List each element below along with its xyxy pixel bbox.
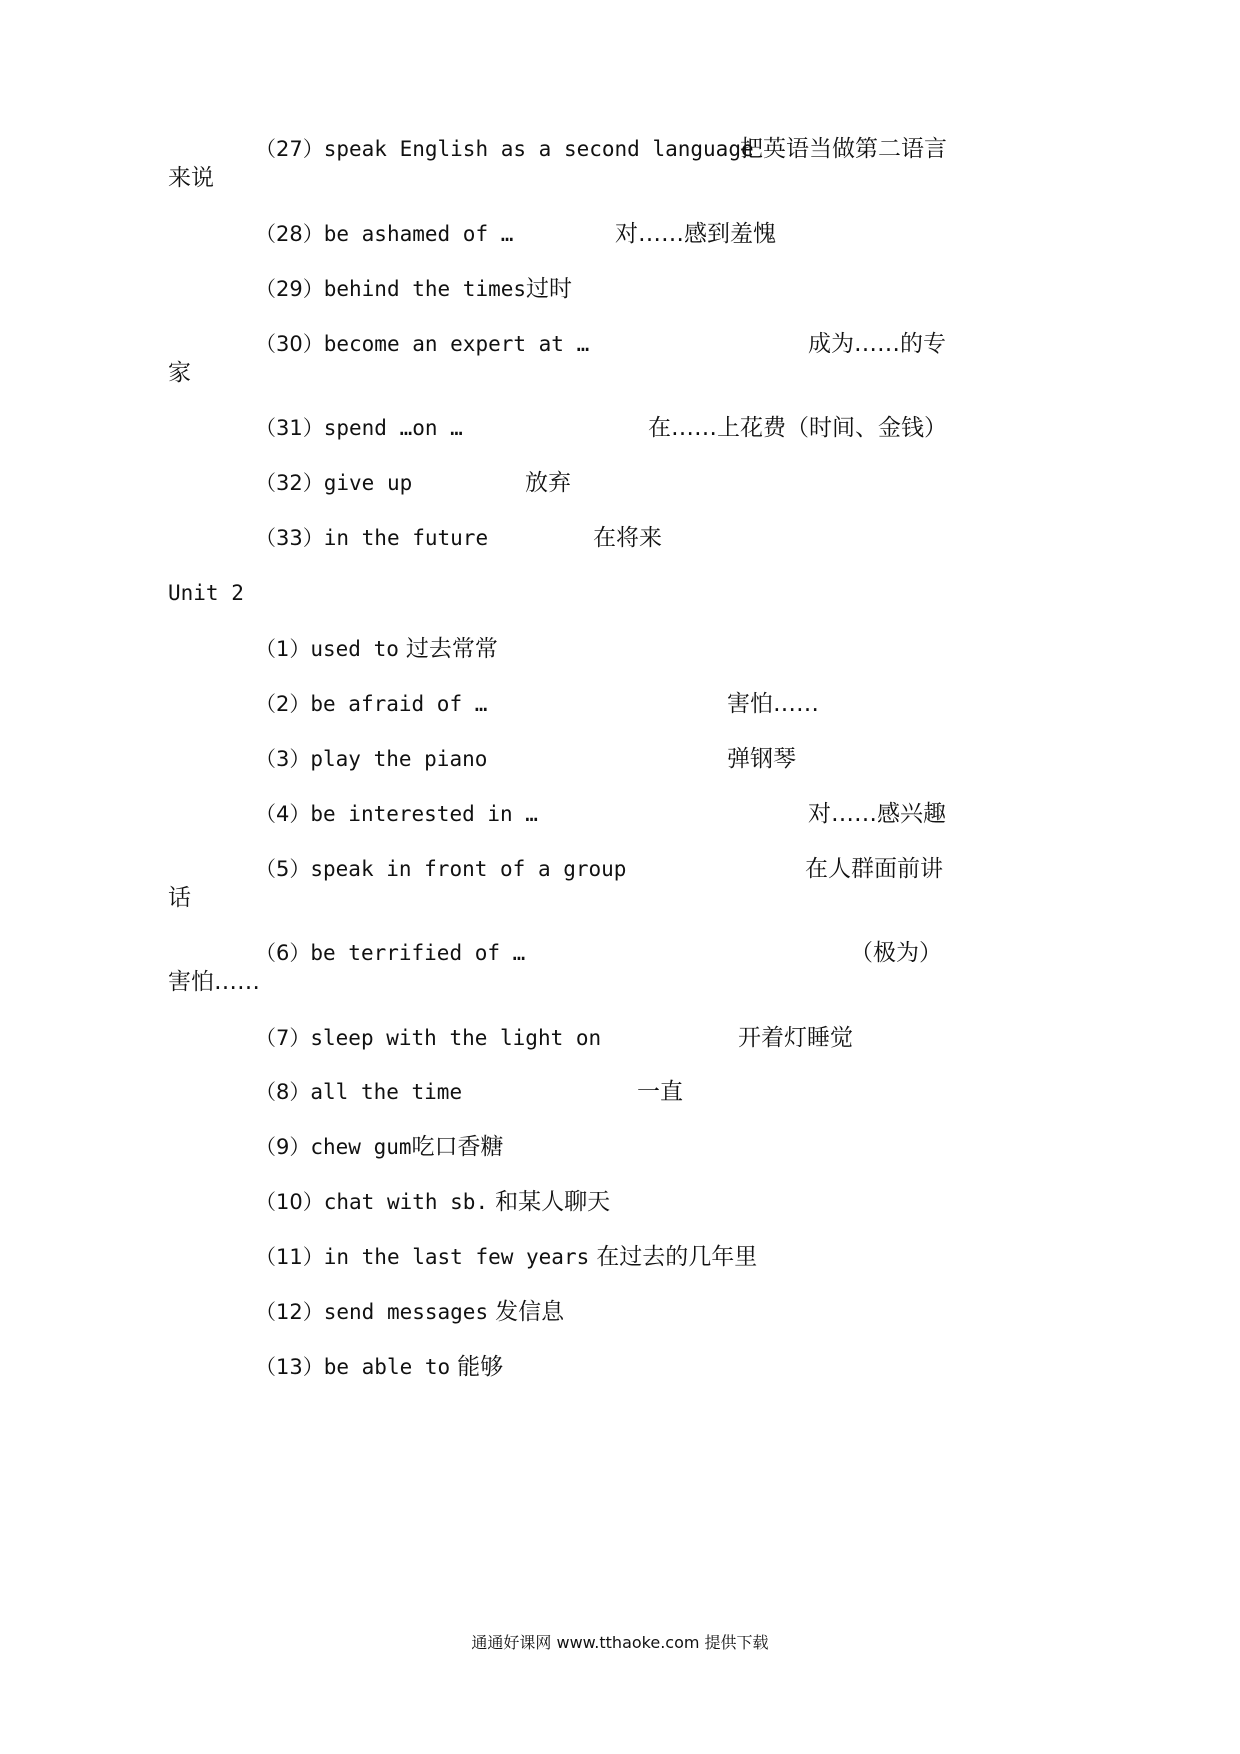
item-number: （13）: [255, 1355, 324, 1379]
item-number: （4）: [255, 802, 311, 826]
list-item: [255, 134, 754, 165]
item-number: （12）: [255, 1300, 324, 1324]
chinese-meaning: 对……感兴趣: [808, 801, 946, 827]
chinese-meaning: 害怕……: [727, 691, 819, 717]
chinese-meaning: 一直: [637, 1079, 683, 1105]
chinese-meaning: 把英语当做第二语言: [740, 136, 947, 162]
item-number: （30）: [255, 332, 324, 356]
list-item: [255, 329, 589, 360]
list-item: [255, 744, 487, 775]
list-item: [255, 274, 572, 305]
english-phrase: speak English as a second language: [323, 137, 754, 161]
chinese-meaning: 过时: [526, 276, 573, 302]
english-phrase: be able to: [323, 1355, 451, 1379]
chinese-meaning: 成为……的专: [808, 331, 946, 357]
chinese-meaning: 弹钢琴: [727, 746, 796, 772]
item-number: （3）: [255, 747, 311, 771]
list-item: [255, 1297, 564, 1328]
item-number: （9）: [255, 1135, 311, 1159]
english-phrase: sleep with the light on: [310, 1026, 602, 1050]
english-phrase: used to: [310, 637, 399, 661]
chinese-meaning: 发信息: [495, 1299, 565, 1325]
item-number: （10）: [255, 1190, 324, 1214]
list-item: [255, 219, 513, 250]
list-item: [255, 1242, 757, 1273]
chinese-meaning: （极为）: [850, 940, 942, 966]
list-item: [255, 799, 538, 830]
english-phrase: behind the times: [323, 277, 527, 301]
english-phrase: be terrified of …: [310, 941, 526, 965]
list-item: [255, 854, 626, 885]
english-phrase: give up: [323, 471, 413, 495]
english-phrase: in the last few years: [323, 1245, 590, 1269]
list-item: [255, 1187, 610, 1218]
english-phrase: all the time: [310, 1080, 463, 1104]
item-number: （32）: [255, 471, 324, 495]
english-phrase: send messages: [323, 1300, 489, 1324]
english-phrase: be ashamed of …: [323, 222, 514, 246]
chinese-meaning: 在……上花费（时间、金钱）: [648, 415, 947, 441]
english-phrase: spend …on …: [323, 416, 463, 440]
list-item: [255, 1132, 504, 1163]
item-number: （1）: [255, 637, 311, 661]
list-item: [255, 468, 412, 499]
chinese-meaning-wrap: 来说: [168, 165, 214, 191]
page-footer: 通通好课网 www.tthaoke.com 提供下载: [471, 1633, 769, 1652]
chinese-meaning: 吃口香糖: [411, 1134, 504, 1160]
english-phrase: become an expert at …: [323, 332, 590, 356]
chinese-meaning: 能够: [457, 1354, 504, 1380]
chinese-meaning-wrap: 害怕……: [168, 969, 260, 995]
list-item: [255, 689, 487, 720]
item-number: （2）: [255, 692, 311, 716]
item-number: （5）: [255, 857, 311, 881]
english-phrase: play the piano: [310, 747, 488, 771]
chinese-meaning: 放弃: [525, 470, 571, 496]
english-phrase: chew gum: [310, 1135, 412, 1159]
list-item: [255, 413, 463, 444]
item-number: （11）: [255, 1245, 324, 1269]
chinese-meaning: 在过去的几年里: [596, 1244, 758, 1270]
item-number: （31）: [255, 416, 324, 440]
chinese-meaning: 在将来: [593, 525, 662, 551]
item-number: （8）: [255, 1080, 311, 1104]
list-item: [255, 523, 488, 554]
chinese-meaning-wrap: 家: [168, 360, 191, 386]
english-phrase: speak in front of a group: [310, 857, 627, 881]
item-number: （28）: [255, 222, 324, 246]
item-number: （27）: [255, 137, 324, 161]
chinese-meaning: 在人群面前讲: [805, 856, 943, 882]
list-item: [255, 634, 498, 665]
item-number: （7）: [255, 1026, 311, 1050]
chinese-meaning: 开着灯睡觉: [738, 1025, 853, 1051]
list-item: [255, 1023, 601, 1054]
chinese-meaning: 对……感到羞愧: [615, 221, 776, 247]
item-number: （6）: [255, 941, 311, 965]
english-phrase: chat with sb.: [323, 1190, 489, 1214]
list-item: [255, 1352, 503, 1383]
item-number: （29）: [255, 277, 324, 301]
english-phrase: be interested in …: [310, 802, 538, 826]
list-item: [255, 938, 525, 969]
english-phrase: in the future: [323, 526, 489, 550]
chinese-meaning-wrap: 话: [168, 885, 191, 911]
item-number: （33）: [255, 526, 324, 550]
unit-heading: Unit 2: [168, 581, 244, 605]
list-item: [255, 1077, 462, 1108]
chinese-meaning: 过去常常: [405, 636, 498, 662]
chinese-meaning: 和某人聊天: [495, 1189, 611, 1215]
english-phrase: be afraid of …: [310, 692, 488, 716]
